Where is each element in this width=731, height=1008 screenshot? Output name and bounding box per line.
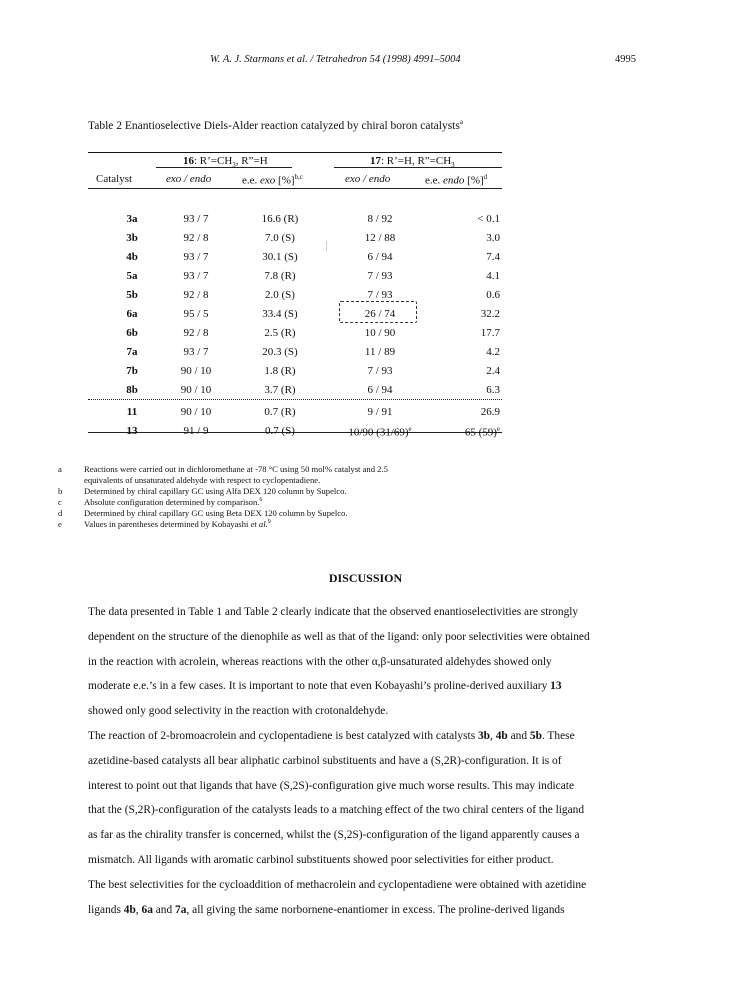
body-line: The data presented in Table 1 and Table 2 clearly indicate that the observed enantioselectivities are strongly — [88, 606, 579, 618]
table-header-rule — [88, 188, 502, 189]
col-header-ee-endo: e.e. endo [%]$^d$ — [425, 173, 488, 187]
group16-subscript: 3 — [232, 161, 236, 170]
table-body — [88, 211, 502, 442]
col-header-catalyst: Catalyst — [96, 173, 133, 185]
table-row: 5b 92 / 8 2.0 (S) 7 / 93 0.6 — [126, 289, 500, 301]
group17-header — [370, 155, 455, 169]
body-line: The reaction of 2-bromoacrolein and cyclopentadiene is best catalyzed with catalysts 3b, 4b and 5b. These — [88, 729, 575, 742]
table-row: 3b 92 / 8 7.0 (S) 12 / 88 3.0 — [126, 232, 500, 244]
body-line: that the (S,2R)-configuration of the catalysts leads to a matching effect of the two chiral centers of the ligand — [88, 804, 585, 817]
group16-compound-number: 16 — [183, 155, 194, 167]
table-row: 4b 93 / 7 30.1 (S) 6 / 94 7.4 — [126, 251, 500, 263]
group16-header — [183, 155, 268, 169]
group17-subscript: 3 — [451, 161, 455, 170]
body-line: ligands 4b, 6a and 7a, all giving the same norbornene-enantiomer in excess. The proline-derived ligands — [88, 903, 565, 916]
section-heading-discussion: DISCUSSION — [328, 571, 403, 585]
table-top-rule — [88, 152, 502, 153]
body-line: in the reaction with acrolein, whereas reactions with the other α,β-unsaturated aldehydes showed only — [88, 655, 552, 668]
table-row: 13 91 / 9 0.7 (S) 10/90 $(31/69)^e$ 65 $(59)^e$ — [126, 425, 500, 439]
body-line: azetidine-based catalysts all bear aliphatic carbinol substituents and have a (S,2R)-configuration. It is of — [88, 754, 562, 767]
discussion-body — [88, 600, 648, 922]
table-row: 6a 95 / 5 33.4 (S) 26 / 74 32.2 — [126, 308, 500, 320]
col-header-exo-endo-17: exo / endo — [345, 173, 391, 185]
body-line: The best selectivities for the cycloaddition of methacrolein and cyclopentadiene were obtained with azetidine — [88, 878, 587, 891]
table-row: 7a 93 / 7 20.3 (S) 11 / 89 4.2 — [126, 346, 500, 358]
table-row: 6b 92 / 8 2.5 (R) 10 / 90 17.7 — [126, 327, 500, 339]
table-caption — [88, 118, 463, 132]
table-row: 11 90 / 10 0.7 (R) 9 / 91 26.9 — [126, 406, 500, 418]
table-row: 5a 93 / 7 7.8 (R) 7 / 93 4.1 — [126, 270, 500, 282]
page-number: 4995 — [615, 54, 636, 65]
group17-compound-number: 17 — [370, 155, 381, 167]
body-line: dependent on the structure of the dienophile as well as that of the ligand: only poor selectivities were obtained — [88, 630, 590, 643]
body-line: showed only good selectivity in the reaction with crotonaldehyde. — [88, 705, 389, 718]
table-row: 7b 90 / 10 1.8 (R) 7 / 93 2.4 — [126, 365, 500, 377]
group16-rest: , R”=H — [235, 155, 268, 167]
page-header — [0, 54, 731, 70]
table-caption-text: Table 2 Enantioselective Diels-Alder reaction catalyzed by chiral boron catalysts — [88, 119, 460, 132]
body-line: moderate e.e.’s in a few cases. It is important to note that even Kobayashi’s proline-derived auxiliary 13 — [88, 680, 562, 693]
col-header-exo-endo-16: exo / endo — [166, 173, 212, 185]
table-row: 3a 93 / 7 16.6 (R) 8 / 92 < 0.1 — [126, 213, 500, 225]
table-row: 8b 90 / 10 3.7 (R) 6 / 94 6.3 — [126, 384, 500, 396]
table-caption-footnote-mark: a — [459, 118, 463, 126]
body-line: interest to point out that ligands that have (S,2S)-configuration give much worse results. This may indicate — [88, 779, 575, 792]
group16-text: : R’=CH — [194, 155, 233, 167]
body-line: mismatch. All ligands with aromatic carbinol substituents showed poor selectivities for either product. — [88, 853, 554, 866]
col-header-ee-exo: e.e. exo [%]$^{b,c}$ — [242, 173, 303, 187]
group17-text: : R’=H, R”=CH — [381, 155, 452, 167]
running-title: W. A. J. Starmans et al. / Tetrahedron 54 (1998) 4991–5004 — [210, 54, 461, 65]
body-line: as far as the chirality transfer is concerned, whilst the (S,2S)-configuration of the ligand apparently causes a — [88, 829, 580, 842]
